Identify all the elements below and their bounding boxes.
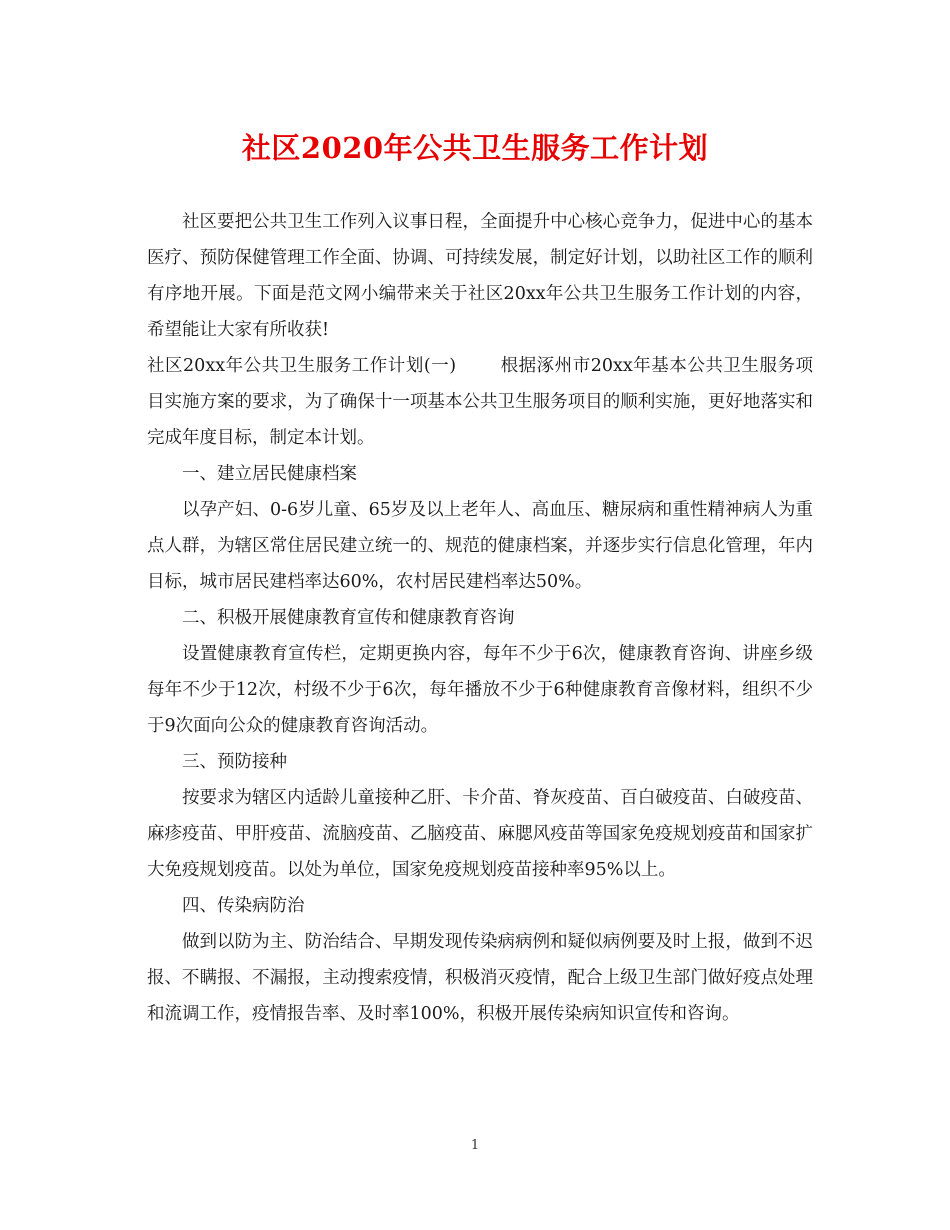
section-heading: 二、积极开展健康教育宣传和健康教育咨询	[182, 608, 515, 628]
plan-paragraph	[147, 348, 813, 456]
page-number: 1	[470, 1138, 480, 1153]
section-heading: 一、建立居民健康档案	[182, 464, 357, 484]
plan-intro: 根据涿州市20xx年基本公共卫生服务项目实施方案的要求，为了确保十一项基本公共卫生服务项目的顺利实施，更好地落实和完成年度目标，制定本计划。	[147, 356, 813, 448]
intro-paragraph: 社区要把公共卫生工作列入议事日程，全面提升中心核心竞争力，促进中心的基本医疗、预防保健管理工作全面、协调、可持续发展，制定好计划，以助社区工作的顺利有序地开展。下面是范文网小编带来关于社区20xx年公共卫生服务工作计划的内容，希望能让大家有所收获!	[147, 212, 813, 340]
section-heading: 三、预防接种	[182, 752, 287, 772]
section-text: 做到以防为主、防治结合、早期发现传染病病例和疑似病例要及时上报，做到不迟报、不瞒报、不漏报，主动搜索疫情，积极消灭疫情，配合上级卫生部门做好疫点处理和流调工作，疫情报告率、及时率100%，积极开展传染病知识宣传和咨询。	[147, 932, 813, 1024]
section-text: 设置健康教育宣传栏，定期更换内容，每年不少于6次，健康教育咨询、讲座乡级每年不少于12次，村级不少于6次，每年播放不少于6种健康教育音像材料，组织不少于9次面向公众的健康教育咨询活动。	[147, 644, 813, 736]
section-text: 按要求为辖区内适龄儿童接种乙肝、卡介苗、脊灰疫苗、百白破疫苗、白破疫苗、麻疹疫苗、甲肝疫苗、流脑疫苗、乙脑疫苗、麻腮风疫苗等国家免疫规划疫苗和国家扩大免疫规划疫苗。以处为单位，国家免疫规划疫苗接种率95%以上。	[147, 788, 813, 880]
section-heading: 四、传染病防治	[182, 896, 305, 916]
section-text: 以孕产妇、0-6岁儿童、65岁及以上老年人、高血压、糖尿病和重性精神病人为重点人群，为辖区常住居民建立统一的、规范的健康档案，并逐步实行信息化管理，年内目标，城市居民建档率达60%，农村居民建档率达50%。	[147, 500, 813, 592]
document-body	[147, 204, 813, 1032]
plan-heading: 社区20xx年公共卫生服务工作计划(一)	[147, 356, 457, 376]
document-title: 社区2020年公共卫生服务工作计划	[241, 131, 709, 165]
